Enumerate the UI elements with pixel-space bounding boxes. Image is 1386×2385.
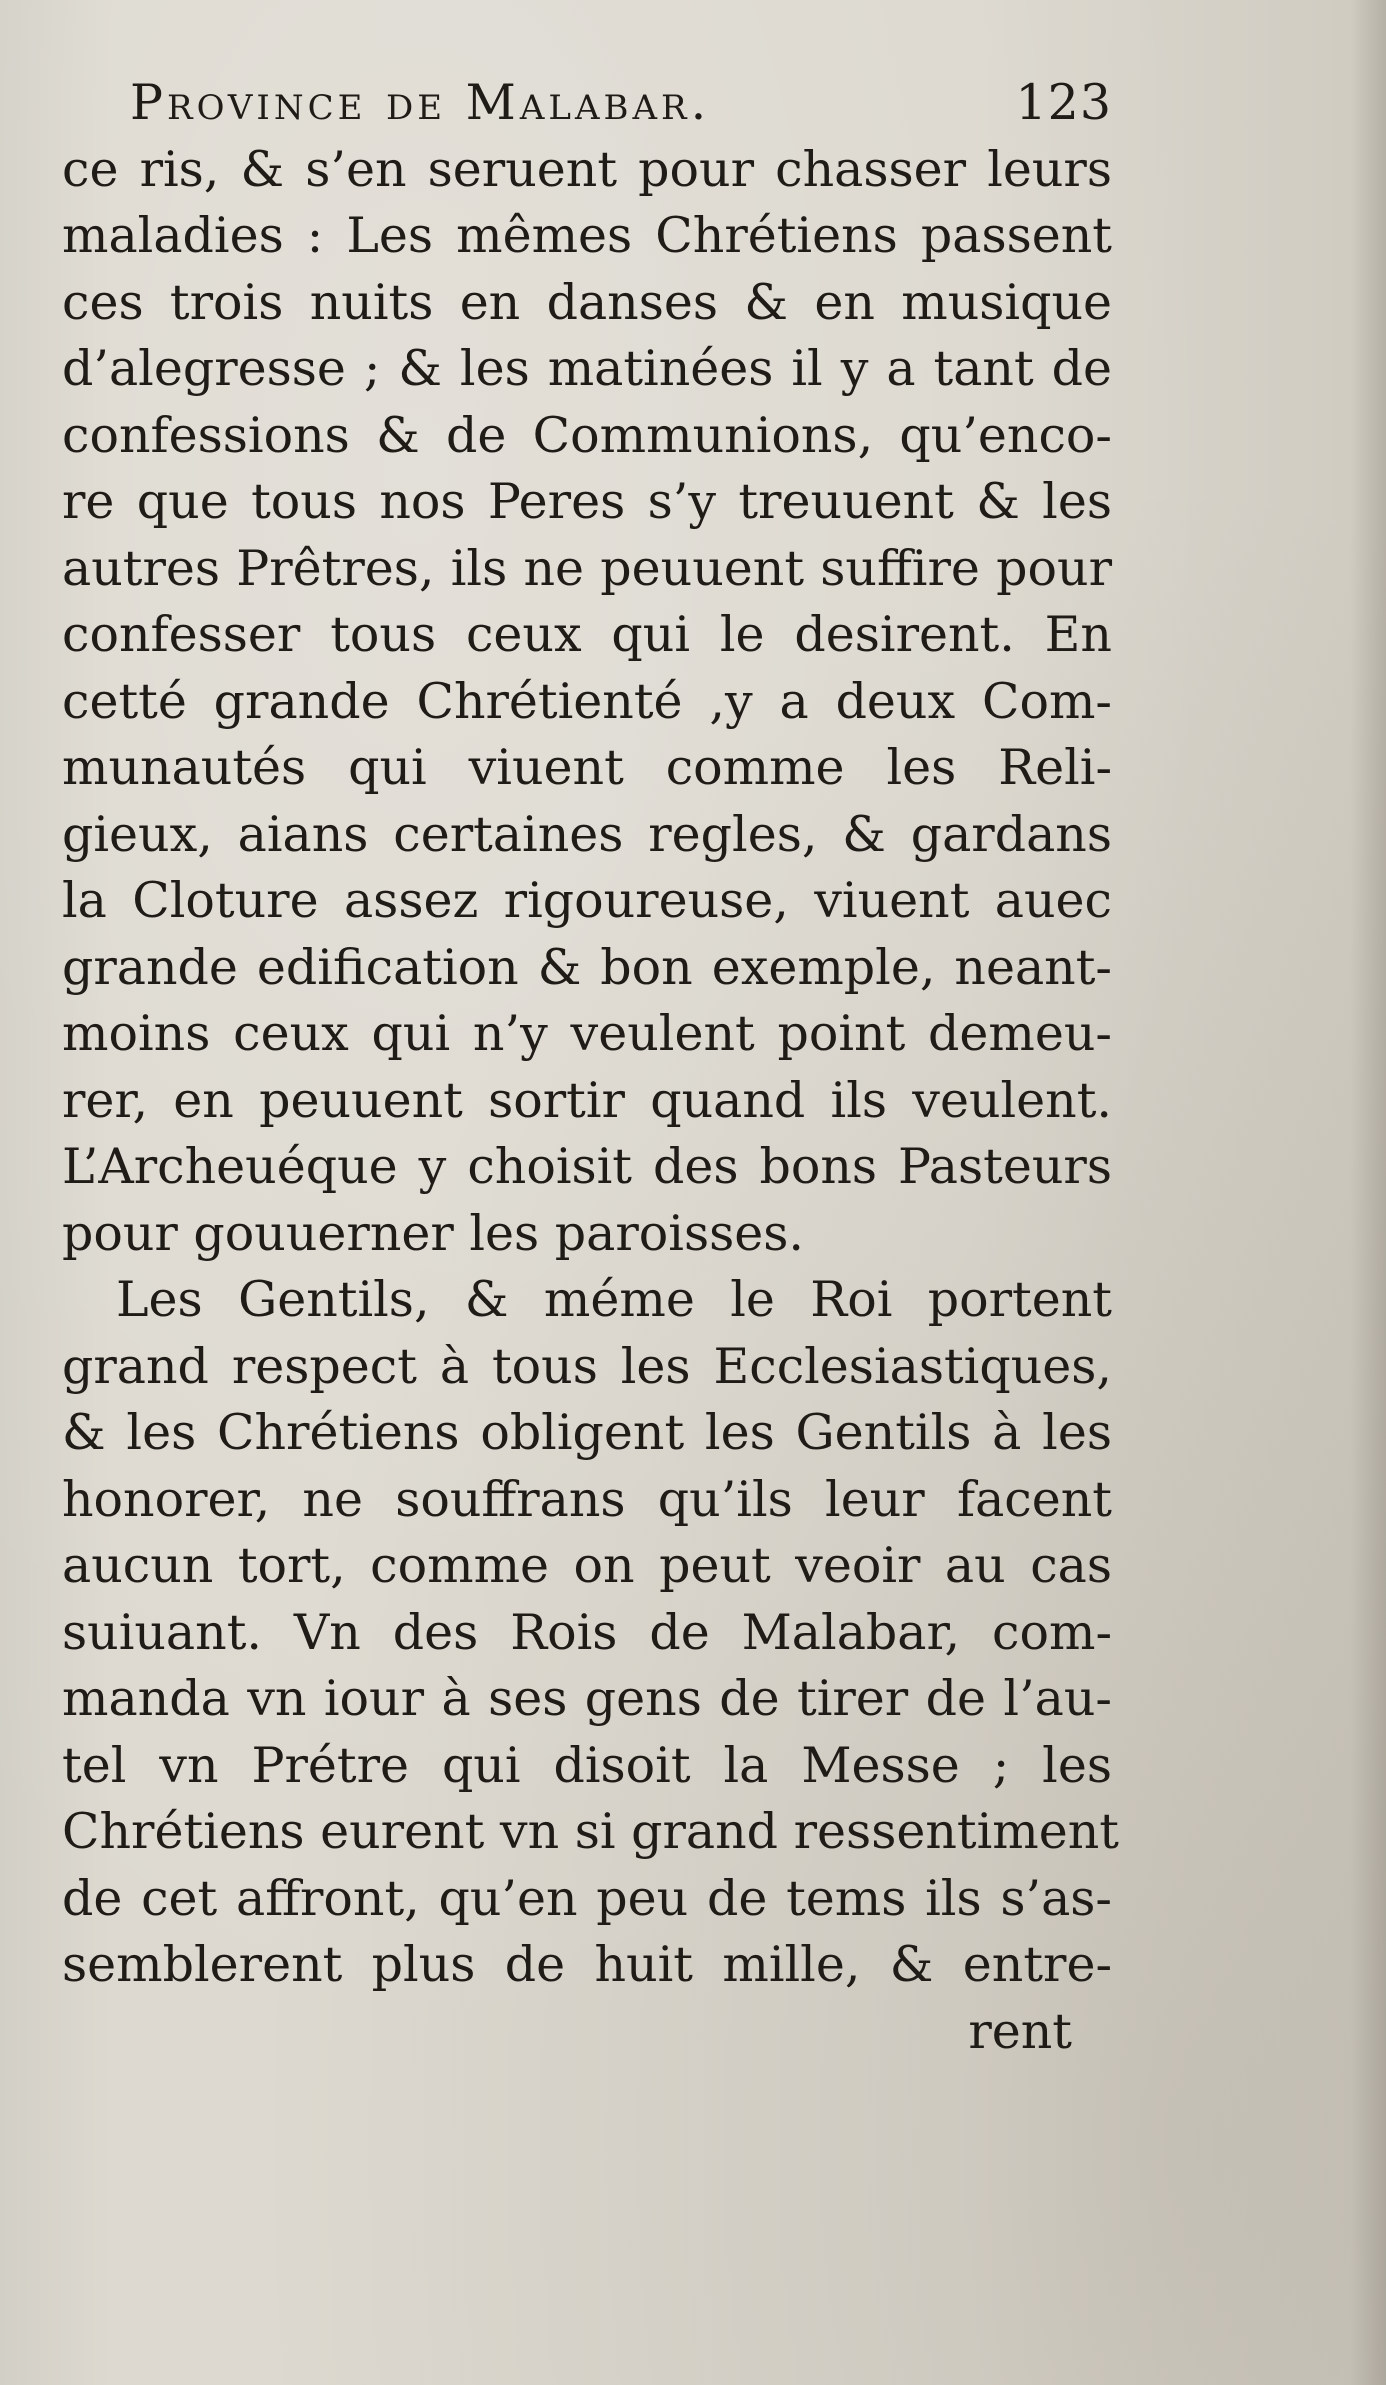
page-number: 123 bbox=[1015, 74, 1112, 131]
text-line: cetté grande Chrétienté ,y a deux Com- bbox=[62, 672, 1112, 730]
text-line: manda vn iour à ses gens de tirer de l’au- bbox=[62, 1670, 1112, 1727]
catchword: rent bbox=[968, 2002, 1072, 2060]
text-line: confessions & de Communions, qu’enco- bbox=[62, 406, 1112, 464]
text-line: maladies : Les mêmes Chrétiens passent bbox=[62, 207, 1112, 264]
running-head bbox=[62, 70, 1112, 137]
paragraph-2 bbox=[62, 1267, 1119, 1999]
running-title: Province de Malabar. bbox=[130, 74, 711, 131]
text-line: grande edification & bon exemple, neant- bbox=[62, 938, 1112, 996]
text-line: autres Prêtres, ils ne peuuent suffire pour bbox=[62, 539, 1112, 597]
text-line: L’Archeuéque y choisit des bons Pasteurs bbox=[62, 1138, 1112, 1195]
text-line: honorer, ne souffrans qu’ils leur facent bbox=[62, 1470, 1112, 1528]
text-line: ces trois nuits en danses & en musique bbox=[62, 273, 1112, 331]
text-line: tel vn Prétre qui disoit la Messe ; les bbox=[62, 1736, 1112, 1794]
text-line: & les Chrétiens obligent les Gentils à les bbox=[62, 1404, 1112, 1461]
paragraph-1 bbox=[62, 137, 1112, 1268]
text-line: aucun tort, comme on peut veoir au cas bbox=[62, 1537, 1112, 1594]
text-line: rer, en peuuent sortir quand ils veulent. bbox=[62, 1071, 1112, 1129]
text-line: pour gouuerner les paroisses. bbox=[62, 1204, 804, 1262]
text-line: moins ceux qui n’y veulent point demeu- bbox=[62, 1005, 1112, 1062]
text-line: la Cloture assez rigoureuse, viuent auec bbox=[62, 872, 1112, 929]
text-line: Les Gentils, & méme le Roi portent bbox=[116, 1271, 1112, 1328]
text-line: d’alegresse ; & les matinées il y a tant de bbox=[62, 340, 1112, 397]
text-line: semblerent plus de huit mille, & entre- bbox=[62, 1936, 1112, 1993]
text-line: munautés qui viuent comme les Reli- bbox=[62, 739, 1112, 796]
text-line: Chrétiens eurent vn si grand ressentiment bbox=[62, 1803, 1119, 1860]
text-line: re que tous nos Peres s’y treuuent & les bbox=[62, 473, 1112, 530]
page-edge-shadow bbox=[1350, 0, 1386, 2385]
text-line: grand respect à tous les Ecclesiastiques, bbox=[62, 1337, 1112, 1395]
text-line: gieux, aians certaines regles, & gardans bbox=[62, 805, 1112, 863]
text-line: ce ris, & s’en seruent pour chasser leurs bbox=[62, 140, 1112, 198]
catchword-line bbox=[62, 1999, 1112, 2066]
text-line: de cet affront, qu’en peu de tems ils s’as- bbox=[62, 1869, 1112, 1927]
page-text bbox=[62, 70, 1119, 2065]
text-line: confesser tous ceux qui le desirent. En bbox=[62, 606, 1112, 663]
text-line: suiuant. Vn des Rois de Malabar, com- bbox=[62, 1603, 1112, 1661]
